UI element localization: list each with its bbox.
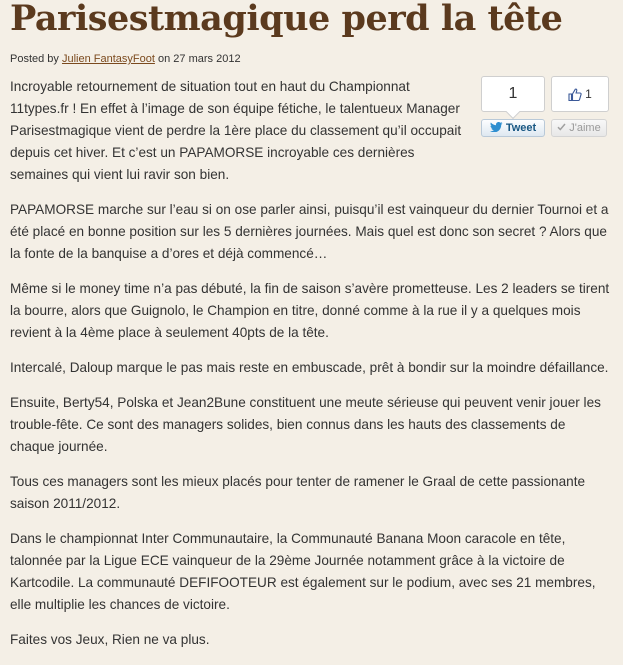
meta-on: on [157, 53, 171, 65]
paragraph: Dans le championnat Inter Communautaire, la Communauté Banana Moon caracole en tête, talonnée par la Ligue ECE vainqueur de la 29ème Journée notamment grâce à la victoire de Kartcodile. La communauté DEFIFOOTEUR est également sur le podium, avec ses 21 membres, elle multiplie les chances de victoire. [10, 531, 596, 612]
paragraph: Faites vos Jeux, Rien ne va plus. [10, 632, 210, 647]
author-link[interactable]: Julien FantasyFoot [61, 53, 155, 65]
paragraph: Même si le money time n’a pas débuté, la fin de saison s’avère prometteuse. Les 2 leaders se tirent la bourre, alors que Guignolo, le Champion en titre, donné comme à la rue il y a quelques mois revient à la 4ème place à seulement 40pts de la tête. [10, 281, 610, 340]
post-title: Parisestmagique perd la tête [10, 0, 563, 39]
post-meta [10, 53, 241, 65]
like-count: 1 [585, 87, 592, 101]
paragraph: Incroyable retournement de situation tout en haut du Championnat 11types.fr ! En effet à l’image de son équipe fétiche, le talentueux Manager Parisestmagique vient de perdre la 1ère place du classement qu’il occupait depuis cet hiver. Et c’est un PAPAMORSE incroyable ces dernières semaines qui vient lui ravir son bien. [10, 79, 462, 182]
paragraph: Tous ces managers sont les mieux placés pour tenter de ramener le Graal de cette passionante saison 2011/2012. [10, 474, 586, 511]
tweet-count-box: 1 [481, 76, 545, 112]
paragraph: Ensuite, Berty54, Polska et Jean2Bune constituent une meute sérieuse qui peuvent venir jouer les trouble-fête. Ce sont des managers solides, bien connus dans les hauts des classements de chaque journée. [10, 395, 601, 454]
tweet-label: Tweet [505, 122, 537, 134]
post-date: 27 mars 2012 [173, 53, 241, 65]
post-content [10, 76, 610, 664]
meta-prefix: Posted by [10, 53, 59, 65]
paragraph: PAPAMORSE marche sur l’eau si on ose parler ainsi, puisqu’il est vainqueur du dernier Tournoi et a été placé en bonne position sur les 5 dernières journées. Mais quel est donc son secret ? Alors que la fonte de la banquise a d’ores et déjà commencé… [10, 202, 609, 261]
paragraph: Intercalé, Daloup marque le pas mais reste en embuscade, prêt à bondir sur la moindre défaillance. [10, 360, 609, 375]
jaime-label: J'aime [569, 122, 601, 134]
